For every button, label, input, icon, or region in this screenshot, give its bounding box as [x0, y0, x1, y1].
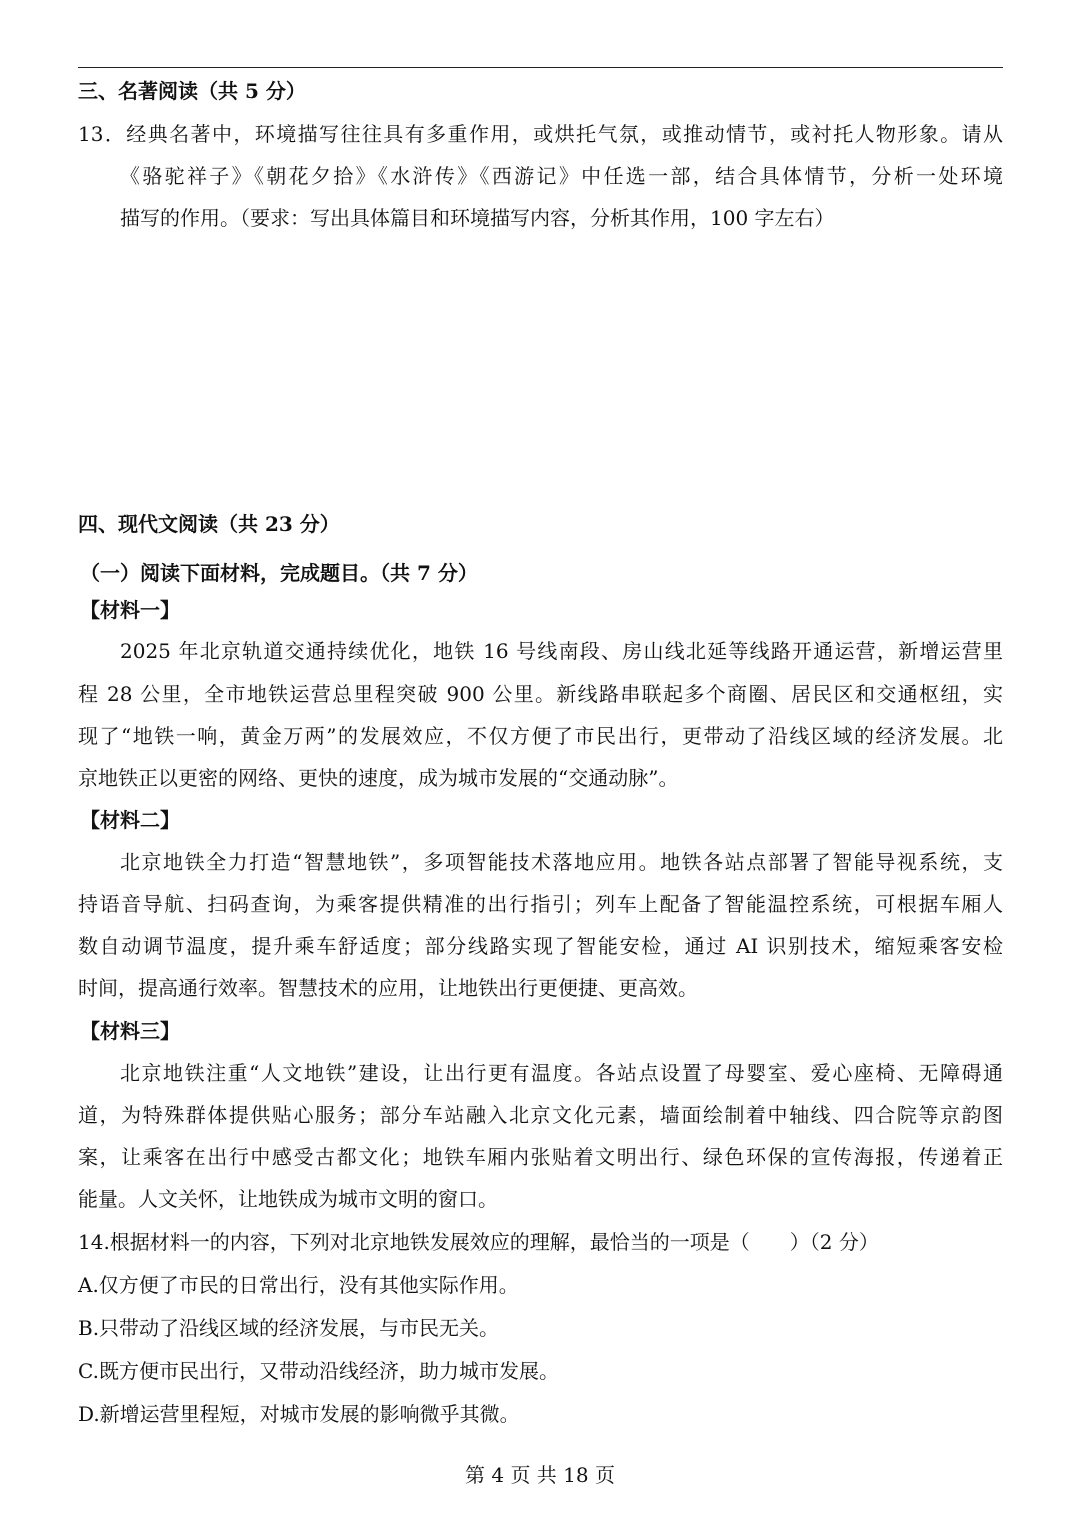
page-number-footer: 第 4 页 共 18 页 [465, 1463, 615, 1487]
part1-heading: （一）阅读下面材料，完成题目。（共 7 分） [80, 561, 478, 585]
material1-line-4: 京地铁正以更密的网络、更快的速度，成为城市发展的“交通动脉”。 [78, 766, 679, 790]
material3-label: 【材料三】 [80, 1019, 180, 1043]
top-rule [78, 67, 1003, 68]
material1-label: 【材料一】 [80, 598, 180, 622]
material2-line-4: 时间，提高通行效率。智慧技术的应用，让地铁出行更便捷、更高效。 [78, 976, 698, 1000]
q13-line-1: 13．经典名著中，环境描写往往具有多重作用，或烘托气氛，或推动情节，或衬托人物形象。请从 [78, 122, 1003, 146]
q14-option-c[interactable]: C.既方便市民出行，又带动沿线经济，助力城市发展。 [78, 1359, 559, 1383]
material2-label: 【材料二】 [80, 808, 180, 832]
material1-line-1: 2025 年北京轨道交通持续优化，地铁 16 号线南段、房山线北延等线路开通运营，新增运营里 [120, 639, 1003, 663]
material3-line-1: 北京地铁注重“人文地铁”建设，让出行更有温度。各站点设置了母婴室、爱心座椅、无障碍通 [120, 1061, 1003, 1085]
material3-line-3: 案，让乘客在出行中感受古都文化；地铁车厢内张贴着文明出行、绿色环保的宣传海报，传递着正 [78, 1145, 1003, 1169]
q13-answer-space[interactable] [78, 240, 1003, 505]
material2-line-2: 持语音导航、扫码查询，为乘客提供精准的出行指引；列车上配备了智能温控系统，可根据车厢人 [78, 892, 1003, 916]
q14-option-a[interactable]: A.仅方便了市民的日常出行，没有其他实际作用。 [78, 1273, 519, 1297]
material2-line-3: 数自动调节温度，提升乘车舒适度；部分线路实现了智能安检，通过 AI 识别技术，缩短乘客安检 [78, 934, 1003, 958]
material3-line-4: 能量。人文关怀，让地铁成为城市文明的窗口。 [78, 1187, 498, 1211]
material3-line-2: 道，为特殊群体提供贴心服务；部分车站融入北京文化元素，墙面绘制着中轴线、四合院等京韵图 [78, 1103, 1003, 1127]
section4-heading: 四、现代文阅读（共 23 分） [78, 512, 340, 536]
material1-line-3: 现了“地铁一响，黄金万两”的发展效应，不仅方便了市民出行，更带动了沿线区域的经济发展。北 [78, 724, 1003, 748]
q14-stem: 14.根据材料一的内容，下列对北京地铁发展效应的理解，最恰当的一项是（ ）（2 分） [78, 1230, 879, 1254]
material1-line-2: 程 28 公里，全市地铁运营总里程突破 900 公里。新线路串联起多个商圈、居民区和交通枢纽，实 [78, 682, 1003, 706]
q13-line-3: 描写的作用。（要求：写出具体篇目和环境描写内容，分析其作用，100 字左右） [120, 206, 835, 230]
q13-line-2: 《骆驼祥子》《朝花夕拾》《水浒传》《西游记》中任选一部，结合具体情节，分析一处环境 [120, 164, 1003, 188]
q14-option-d[interactable]: D.新增运营里程短，对城市发展的影响微乎其微。 [78, 1402, 520, 1426]
material2-line-1: 北京地铁全力打造“智慧地铁”，多项智能技术落地应用。地铁各站点部署了智能导视系统，支 [120, 850, 1003, 874]
section3-heading: 三、名著阅读（共 5 分） [78, 79, 306, 103]
q14-option-b[interactable]: B.只带动了沿线区域的经济发展，与市民无关。 [78, 1316, 500, 1340]
